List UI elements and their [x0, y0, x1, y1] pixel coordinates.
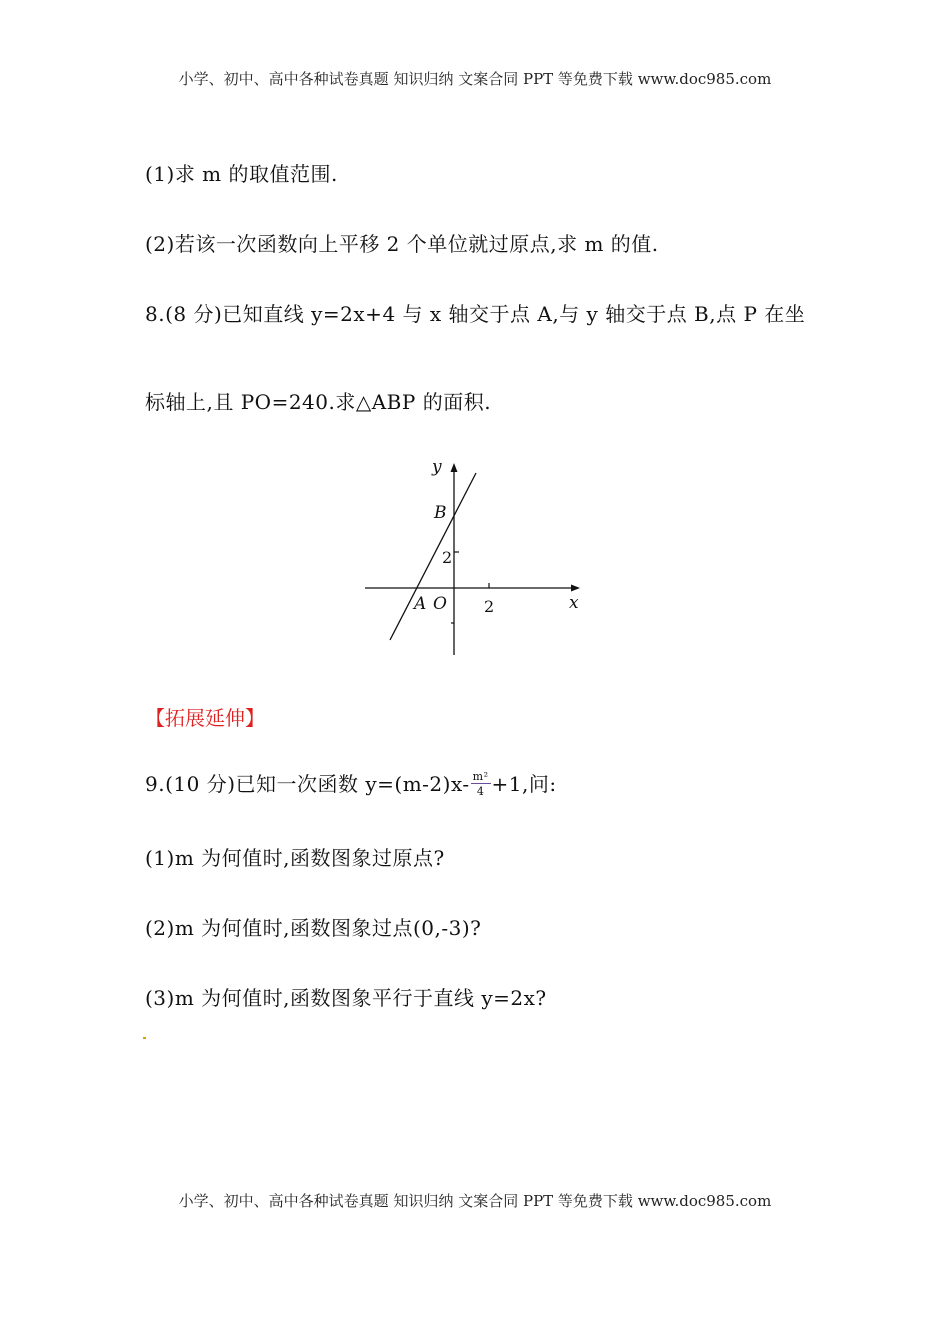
page-footer: 小学、初中、高中各种试卷真题 知识归纳 文案合同 PPT 等免费下载 www.doc985.com [178, 1192, 772, 1210]
q9-part-3: (3)m 为何值时,函数图象平行于直线 y=2x? [145, 986, 547, 1010]
coordinate-graph [360, 455, 590, 660]
x-axis-arrow [571, 585, 580, 592]
stray-mark [143, 1037, 146, 1039]
q9-stem-prefix: 9.(10 分)已知一次函数 y=(m-2)x- [145, 772, 470, 796]
x-axis-label: x [569, 593, 579, 613]
point-b-label: B [434, 503, 447, 523]
q9-part-1: (1)m 为何值时,函数图象过原点? [145, 846, 445, 870]
y-tick-label: 2 [442, 548, 453, 567]
q9-fraction [471, 771, 491, 797]
q9-fraction-numerator: m² [472, 769, 489, 783]
q8-line-2: 标轴上,且 PO=240.求△ABP 的面积. [145, 390, 492, 414]
section-title-extension: 【拓展延伸】 [145, 706, 265, 730]
q9-stem [145, 768, 557, 799]
point-a-label: A [414, 594, 427, 614]
y-axis-arrow [451, 463, 458, 472]
page-header: 小学、初中、高中各种试卷真题 知识归纳 文案合同 PPT 等免费下载 www.doc985.com [178, 70, 772, 88]
q9-fraction-denominator: 4 [476, 784, 485, 798]
x-tick-label: 2 [484, 597, 495, 616]
q7-part-2: (2)若该一次函数向上平移 2 个单位就过原点,求 m 的值. [145, 232, 659, 256]
function-line [390, 473, 476, 640]
q9-stem-suffix: +1,问: [491, 772, 557, 796]
q9-part-2: (2)m 为何值时,函数图象过点(0,-3)? [145, 916, 482, 940]
origin-label: O [433, 594, 447, 614]
q8-line-1: 8.(8 分)已知直线 y=2x+4 与 x 轴交于点 A,与 y 轴交于点 B,点 P 在坐 [145, 302, 806, 326]
q7-part-1: (1)求 m 的取值范围. [145, 162, 338, 186]
y-axis-label: y [432, 457, 442, 477]
